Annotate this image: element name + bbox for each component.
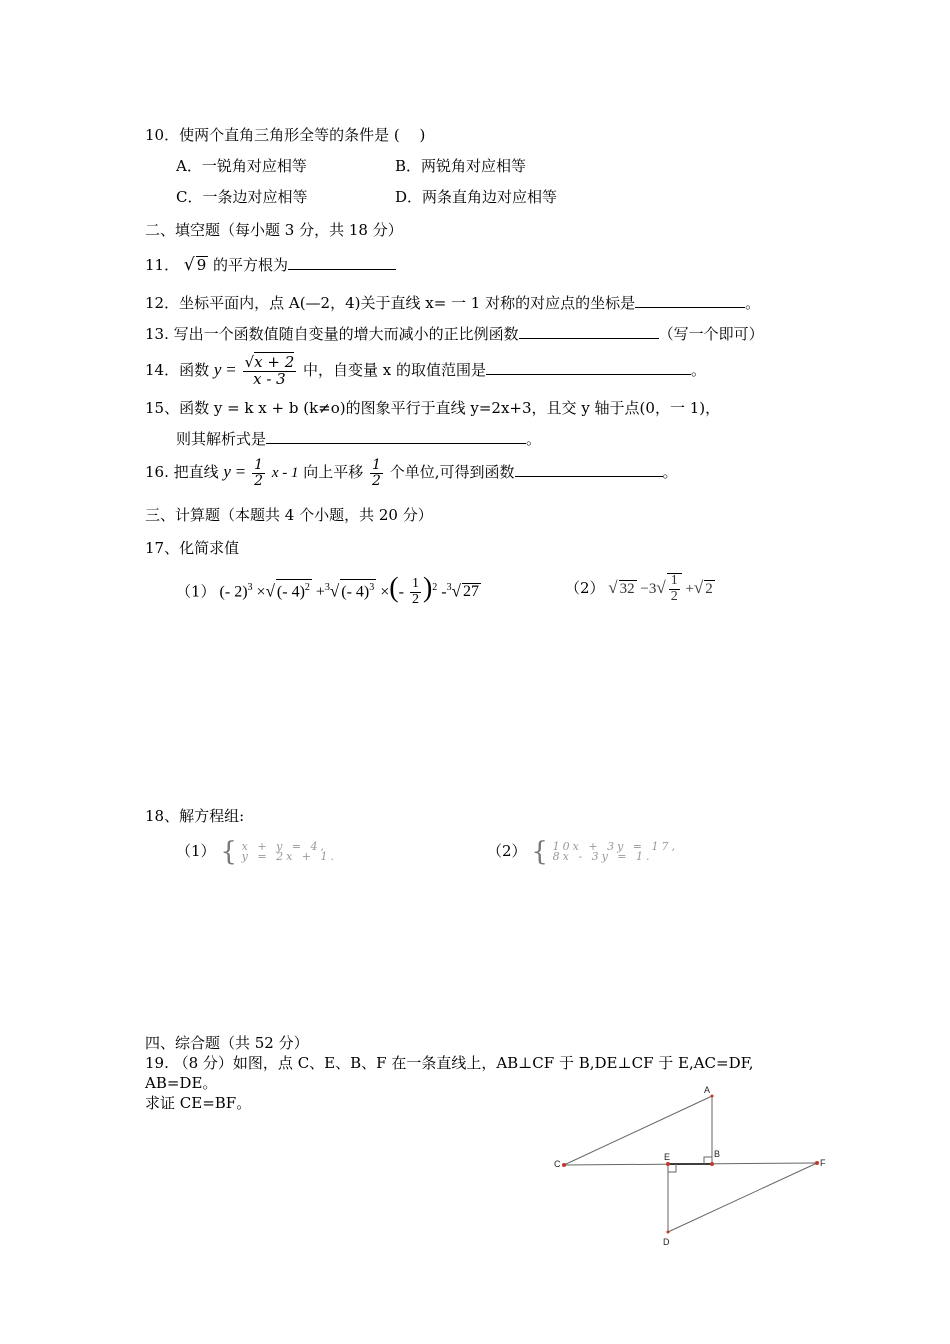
q18-s2-eq1: 10x + 3y = 17, bbox=[552, 840, 678, 853]
q11-answer-blank[interactable] bbox=[288, 255, 396, 270]
q17-term-a-exp: 3 bbox=[247, 582, 253, 593]
q13-text: 13. 写出一个函数值随自变量的增大而减小的正比例函数 bbox=[145, 325, 519, 343]
q11-text: 的平方根为 bbox=[213, 256, 289, 274]
q14 bbox=[145, 346, 706, 394]
q16-end: 。 bbox=[662, 463, 678, 481]
q17-part1-label: （1） bbox=[176, 582, 216, 601]
q16-answer-blank[interactable] bbox=[515, 462, 663, 477]
q12-text: 12．坐标平面内，点 A(—2，4)关于直线 x= 一 1 对称的对应点的坐标是 bbox=[145, 294, 636, 312]
q14-fraction bbox=[243, 352, 297, 388]
negative-sign: - bbox=[398, 583, 404, 601]
q19-line1: 19. （8 分）如图，点 C、E、B、F 在一条直线上，AB⊥CF 于 B,DE⊥CF 于 E,AC=DF, bbox=[145, 1054, 754, 1072]
left-brace: { bbox=[220, 837, 237, 867]
q10-option-d: D．两条直角边对应相等 bbox=[395, 188, 558, 206]
section-heading-fill-in: 二、填空题（每小题 3 分，共 18 分） bbox=[145, 221, 403, 239]
q17-half-denominator: 2 bbox=[411, 592, 419, 608]
radical-sign: √ bbox=[244, 352, 255, 371]
radical-sign: √ bbox=[608, 578, 618, 597]
q17-term-b bbox=[276, 579, 312, 600]
q16-mid2: 个单位,可得到函数 bbox=[389, 463, 515, 481]
q19-line2: AB=DE。 bbox=[145, 1074, 218, 1092]
q17-p2-term-c: 2 bbox=[705, 581, 713, 597]
radical-sign: √ bbox=[183, 255, 195, 275]
q17-term-c-base: (- 4) bbox=[341, 583, 370, 601]
q18-s2-eq2: 8x - 3y = 1. bbox=[552, 850, 653, 863]
q18-system-1-equations bbox=[242, 842, 337, 862]
q18-system-1 bbox=[176, 837, 337, 867]
q17-term-b-exp: 2 bbox=[304, 582, 310, 593]
q13 bbox=[145, 324, 764, 344]
q17-cube-index: 3 bbox=[446, 582, 452, 593]
q13-answer-blank[interactable] bbox=[519, 324, 659, 339]
radical-sign: √ bbox=[329, 581, 340, 601]
q11 bbox=[145, 255, 396, 275]
label-e: E bbox=[664, 1152, 671, 1162]
q13-end: （写一个即可） bbox=[658, 325, 764, 343]
q10-option-c: C．一条边对应相等 bbox=[176, 188, 308, 206]
q16-tail: x - 1 bbox=[271, 465, 299, 481]
right-paren: ) bbox=[422, 572, 433, 604]
q16-slope-fraction bbox=[252, 458, 265, 488]
q15-end: 。 bbox=[526, 430, 542, 448]
q17-title: 17、化简求值 bbox=[145, 539, 240, 557]
q16-shift-numerator: 1 bbox=[372, 456, 381, 473]
q17-part2 bbox=[565, 568, 715, 609]
minus-sign: - bbox=[441, 583, 447, 601]
q14-end: 。 bbox=[691, 361, 707, 379]
left-brace: { bbox=[531, 837, 548, 867]
section-heading-calculation: 三、计算题（本题共 4 个小题，共 20 分） bbox=[145, 506, 433, 524]
q17-term-a: (- 2) bbox=[219, 583, 248, 601]
q17-half bbox=[410, 577, 421, 607]
q18-title: 18、解方程组: bbox=[145, 807, 245, 825]
radical-sign: √ bbox=[451, 581, 461, 601]
q17-p2-fraction bbox=[669, 574, 680, 604]
q18-s1-eq2: y = 2x + 1. bbox=[241, 850, 337, 863]
q17-part2-label: （2） bbox=[565, 579, 605, 597]
q11-number: 11． bbox=[145, 256, 180, 274]
q18-part1-label: （1） bbox=[176, 842, 216, 860]
left-paren: ( bbox=[389, 572, 399, 604]
section-heading-comprehensive: 四、综合题（共 52 分） bbox=[145, 1034, 309, 1052]
plus-sign: + bbox=[315, 583, 325, 601]
q14-text: 中，自变量 x 的取值范围是 bbox=[303, 361, 487, 379]
q14-numerator: x + 2 bbox=[254, 352, 295, 371]
q16-slope-denominator: 2 bbox=[254, 472, 264, 489]
point-f bbox=[815, 1161, 819, 1165]
radical-sign: √ bbox=[265, 581, 275, 601]
times-sign: × bbox=[256, 583, 266, 601]
q16-shift-fraction bbox=[370, 458, 383, 488]
q14-prefix: 14．函数 bbox=[145, 361, 210, 379]
q16-y: y bbox=[223, 462, 231, 481]
q12 bbox=[145, 293, 760, 313]
q15-line2 bbox=[176, 429, 541, 449]
q12-answer-blank[interactable] bbox=[635, 293, 745, 308]
q17-cube-index: 3 bbox=[324, 582, 330, 593]
label-b: B bbox=[714, 1149, 721, 1159]
q11-radicand: 9 bbox=[196, 256, 207, 274]
q10-stem: 10．使两个直角三角形全等的条件是 ( ) bbox=[145, 126, 426, 144]
q18-system-2-equations bbox=[553, 842, 678, 862]
q10-option-a: A．一锐角对应相等 bbox=[176, 157, 307, 175]
q17-half-numerator: 1 bbox=[411, 576, 419, 592]
q17-p2-numerator: 1 bbox=[670, 573, 678, 589]
q16 bbox=[145, 450, 678, 495]
segment-ac bbox=[564, 1096, 712, 1165]
radical-sign: √ bbox=[656, 578, 666, 597]
q17-p2-term-a: 32 bbox=[619, 581, 635, 597]
q10-option-b: B．两锐角对应相等 bbox=[395, 157, 527, 175]
q19-line3: 求证 CE=BF。 bbox=[145, 1094, 252, 1112]
point-d bbox=[667, 1231, 670, 1234]
point-c bbox=[562, 1163, 566, 1167]
q17-term-b-base: (- 4) bbox=[276, 583, 305, 601]
label-d: D bbox=[663, 1237, 670, 1247]
q18-part2-label: （2） bbox=[487, 842, 527, 860]
q17-p2-denominator: 2 bbox=[670, 589, 678, 605]
q17-term-d-exp: 2 bbox=[432, 582, 438, 593]
q17-term-c-exp: 3 bbox=[369, 582, 375, 593]
q18-system-2 bbox=[487, 837, 678, 867]
q16-prefix: 16. 把直线 bbox=[145, 463, 219, 481]
q14-equals: = bbox=[226, 360, 236, 379]
q16-slope-numerator: 1 bbox=[254, 456, 264, 473]
q14-answer-blank[interactable] bbox=[486, 360, 691, 375]
q15-text: 则其解析式是 bbox=[176, 430, 267, 448]
q16-mid: 向上平移 bbox=[303, 463, 364, 481]
point-e bbox=[666, 1162, 670, 1166]
q14-y: y bbox=[213, 360, 222, 379]
geometry-figure bbox=[545, 1082, 845, 1252]
q15-line1: 15、函数 y = k x + b (k≠o)的图象平行于直线 y=2x+3，且交 y 轴于点(0，一 1)， bbox=[145, 399, 721, 417]
q18-s1-eq1: x + y = 4, bbox=[241, 840, 327, 853]
label-f: F bbox=[820, 1158, 826, 1168]
q16-shift-denominator: 2 bbox=[372, 472, 381, 489]
point-a bbox=[711, 1095, 714, 1098]
q14-denominator: x - 3 bbox=[253, 369, 286, 388]
plus-sign: + bbox=[685, 581, 694, 597]
label-a: A bbox=[704, 1085, 711, 1095]
q15-answer-blank[interactable] bbox=[266, 429, 526, 444]
q17-part1 bbox=[176, 568, 481, 612]
point-b bbox=[710, 1162, 714, 1166]
q16-equals: = bbox=[235, 462, 246, 481]
radical-sign: √ bbox=[693, 578, 704, 597]
times-sign: × bbox=[380, 583, 390, 601]
q17-term-e: 27 bbox=[462, 583, 479, 601]
q17-p2-coef: −3 bbox=[640, 581, 657, 597]
q17-p2-term-b bbox=[667, 573, 682, 604]
segment-df bbox=[668, 1163, 817, 1232]
label-c: C bbox=[554, 1159, 561, 1169]
q12-end: 。 bbox=[745, 294, 761, 312]
q17-term-c bbox=[340, 579, 376, 600]
